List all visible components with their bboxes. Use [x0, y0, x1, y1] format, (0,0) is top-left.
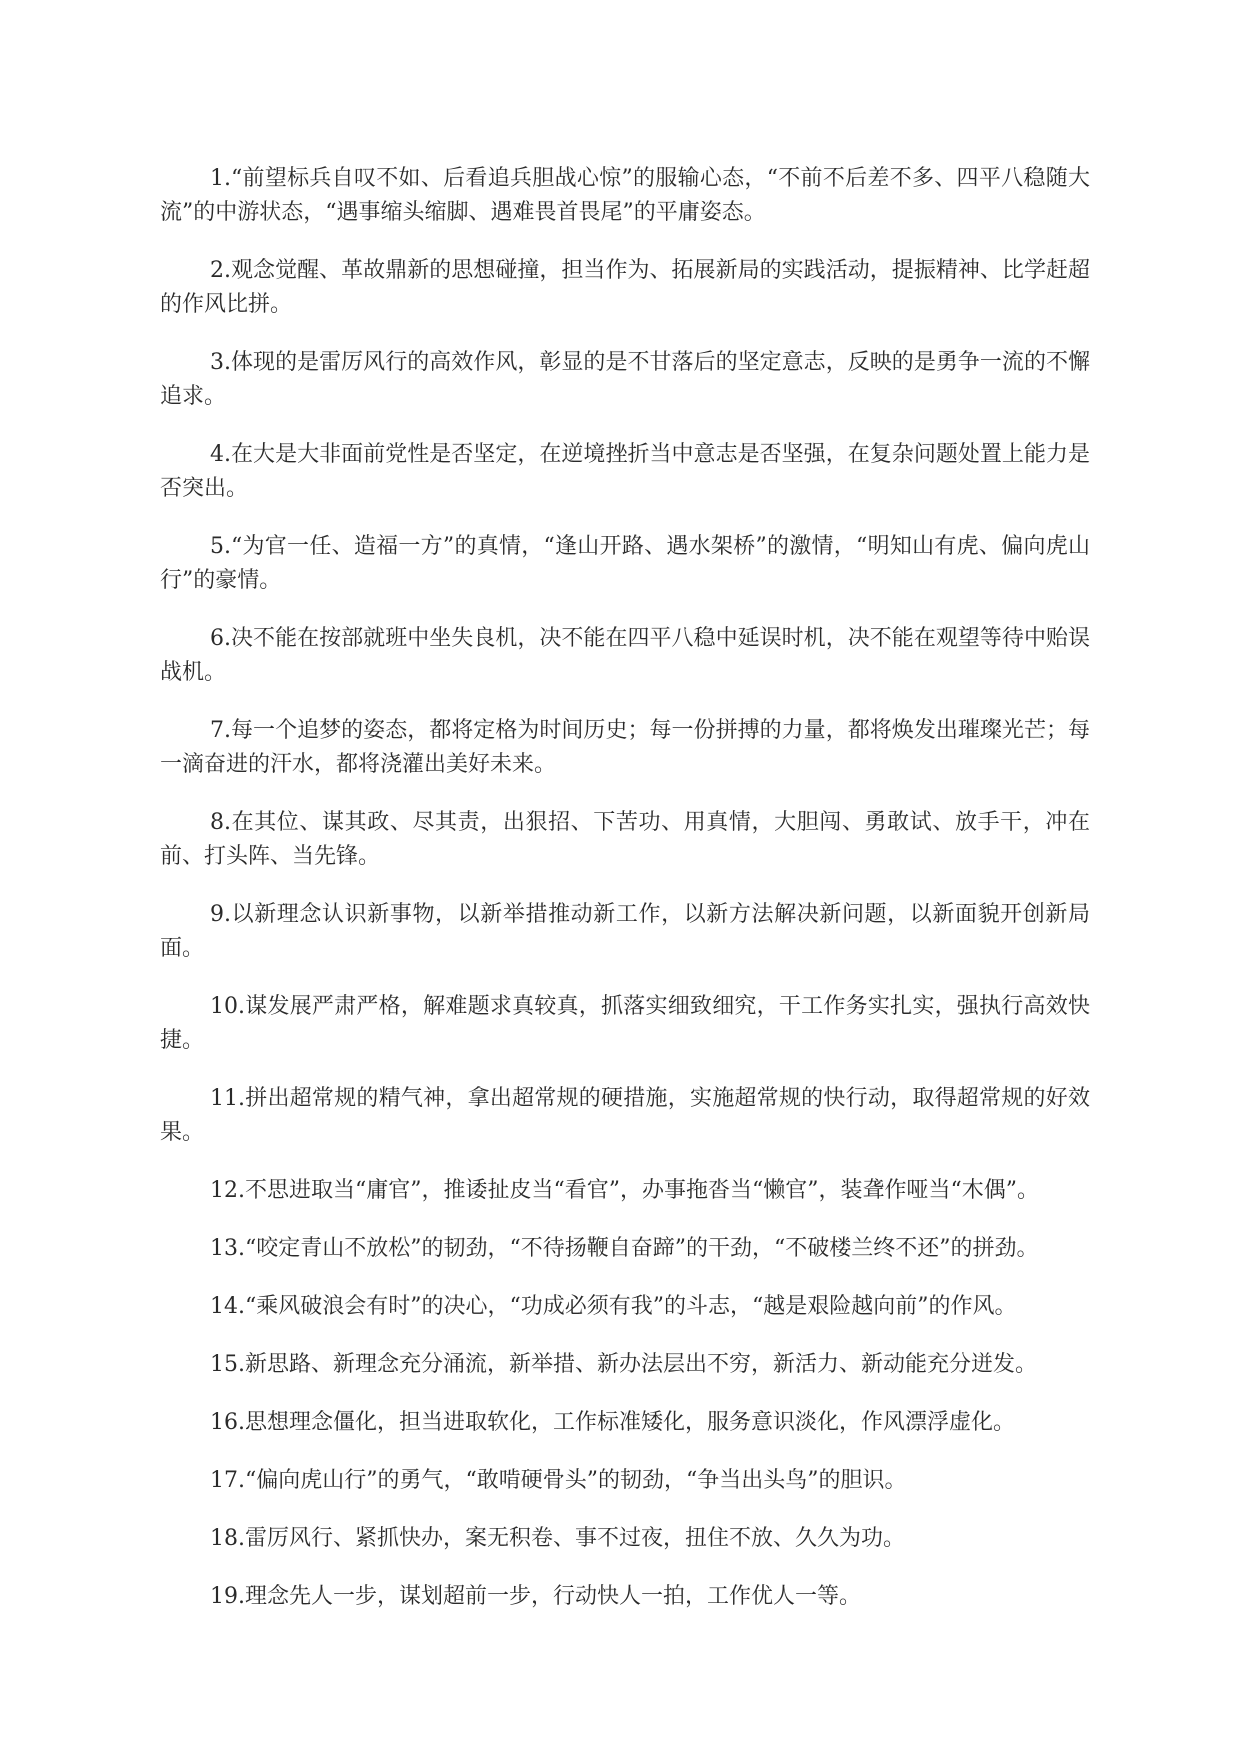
- paragraph-13: 13.“咬定青山不放松”的韧劲，“不待扬鞭自奋蹄”的干劲，“不破楼兰终不还”的拼劲。: [210, 1236, 1039, 1261]
- paragraph-9: 9.以新理念认识新事物，以新举措推动新工作，以新方法解决新问题，以新面貌开创新局面。: [160, 902, 1090, 961]
- paragraph-12: 12.不思进取当“庸官”，推诿扯皮当“看官”，办事拖沓当“懒官”，装聋作哑当“木偶”。: [210, 1178, 1039, 1203]
- paragraph-1: 1.“前望标兵自叹不如、后看追兵胆战心惊”的服输心态，“不前不后差不多、四平八稳随大流”的中游状态，“遇事缩头缩脚、遇难畏首畏尾”的平庸姿态。: [160, 166, 1090, 225]
- paragraph-19: 19.理念先人一步，谋划超前一步，行动快人一拍，工作优人一等。: [210, 1584, 861, 1609]
- paragraph-15: 15.新思路、新理念充分涌流，新举措、新办法层出不穷，新活力、新动能充分迸发。: [210, 1352, 1037, 1377]
- paragraph-2: 2.观念觉醒、革故鼎新的思想碰撞，担当作为、拓展新局的实践活动，提振精神、比学赶超的作风比拼。: [160, 258, 1090, 317]
- paragraph-14: 14.“乘风破浪会有时”的决心，“功成必须有我”的斗志，“越是艰险越向前”的作风。: [210, 1294, 1017, 1319]
- paragraph-11: 11.拼出超常规的精气神，拿出超常规的硬措施，实施超常规的快行动，取得超常规的好效果。: [160, 1086, 1090, 1145]
- paragraph-5: 5.“为官一任、造福一方”的真情，“逢山开路、遇水架桥”的激情，“明知山有虎、偏向虎山行”的豪情。: [160, 534, 1090, 593]
- document-body: [160, 162, 1090, 1638]
- paragraph-8: 8.在其位、谋其政、尽其责，出狠招、下苦功、用真情，大胆闯、勇敢试、放手干，冲在前、打头阵、当先锋。: [160, 810, 1090, 869]
- paragraph-16: 16.思想理念僵化，担当进取软化，工作标准矮化，服务意识淡化，作风漂浮虚化。: [210, 1410, 1015, 1435]
- paragraph-4: 4.在大是大非面前党性是否坚定，在逆境挫折当中意志是否坚强，在复杂问题处置上能力是否突出。: [160, 442, 1090, 501]
- paragraph-17: 17.“偏向虎山行”的勇气，“敢啃硬骨头”的韧劲，“争当出头鸟”的胆识。: [210, 1468, 907, 1493]
- paragraph-7: 7.每一个追梦的姿态，都将定格为时间历史；每一份拼搏的力量，都将焕发出璀璨光芒；每一滴奋进的汗水，都将浇灌出美好未来。: [160, 718, 1090, 777]
- paragraph-3: 3.体现的是雷厉风行的高效作风，彰显的是不甘落后的坚定意志，反映的是勇争一流的不懈追求。: [160, 350, 1090, 409]
- paragraph-18: 18.雷厉风行、紧抓快办，案无积卷、事不过夜，扭住不放、久久为功。: [210, 1526, 905, 1551]
- paragraph-6: 6.决不能在按部就班中坐失良机，决不能在四平八稳中延误时机，决不能在观望等待中贻误战机。: [160, 626, 1090, 685]
- paragraph-10: 10.谋发展严肃严格，解难题求真较真，抓落实细致细究，干工作务实扎实，强执行高效快捷。: [160, 994, 1090, 1053]
